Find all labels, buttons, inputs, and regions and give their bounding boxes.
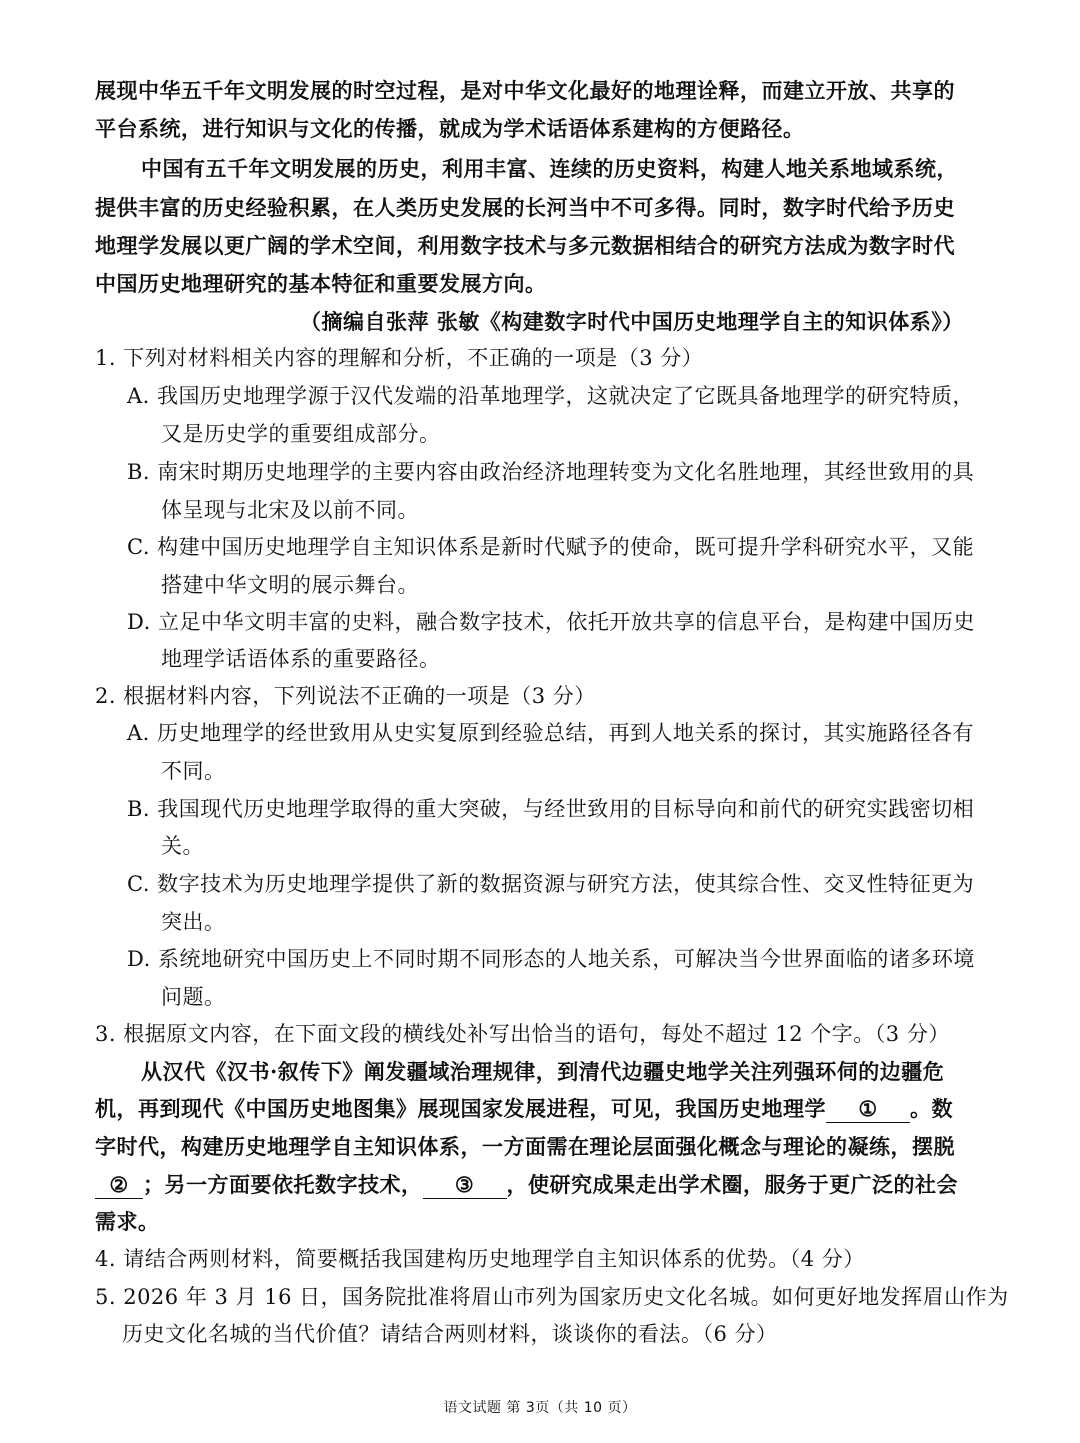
q3-text: ；另一方面要依托数字技术， xyxy=(143,1172,423,1197)
q3-passage-line: 字时代，构建历史地理学自主知识体系，一方面需在理论层面强化概念与理论的凝练，摆脱 xyxy=(95,1134,955,1159)
passage-line: 提供丰富的历史经验积累，在人类历史发展的长河当中不可多得。同时，数字时代给予历史 xyxy=(95,195,955,220)
blank-2: ② xyxy=(95,1172,143,1199)
passage-line: 平台系统，进行知识与文化的传播，就成为学术话语体系建构的方便路径。 xyxy=(95,116,805,141)
q3-passage-line: 需求。 xyxy=(95,1209,160,1234)
q3-passage-line xyxy=(95,1169,958,1201)
q1-option-a-cont: 又是历史学的重要组成部分。 xyxy=(161,422,441,446)
q1-option-d-cont: 地理学话语体系的重要路径。 xyxy=(161,647,441,671)
q3-text: 机，再到现代《中国历史地图集》展现国家发展进程，可见，我国历史地理学 xyxy=(95,1096,826,1121)
q2-option-a-cont: 不同。 xyxy=(161,759,226,783)
q1-option-d: D. 立足中华文明丰富的史料，融合数字技术，依托开放共享的信息平台，是构建中国历史 xyxy=(127,610,975,634)
q1-option-c: C. 构建中国历史地理学自主知识体系是新时代赋予的使命，既可提升学科研究水平，又能 xyxy=(127,535,975,559)
question-5-stem: 5. 2026 年 3 月 16 日，国务院批准将眉山市列为国家历史文化名城。如何更好地发挥眉山作为 xyxy=(95,1285,1009,1309)
blank-3: ③ xyxy=(423,1172,507,1199)
q3-passage-line: 从汉代《汉书·叙传下》阐发疆域治理规律，到清代边疆史地学关注列强环伺的边疆危 xyxy=(141,1059,945,1084)
q2-option-b-cont: 关。 xyxy=(161,834,204,858)
passage-line: 地理学发展以更广阔的学术空间，利用数字技术与多元数据相结合的研究方法成为数字时代 xyxy=(95,233,955,258)
q3-passage-line xyxy=(95,1093,953,1125)
passage-source: （摘编自张萍 张敏《构建数字时代中国历史地理学自主的知识体系》） xyxy=(300,309,964,334)
question-5-stem-cont: 历史文化名城的当代价值？请结合两则材料，谈谈你的看法。（6 分） xyxy=(122,1322,778,1346)
q1-option-b-cont: 体呈现与北宋及以前不同。 xyxy=(161,498,419,522)
question-2-stem: 2. 根据材料内容，下列说法不正确的一项是（3 分） xyxy=(95,684,596,708)
q1-option-a: A. 我国历史地理学源于汉代发端的沿革地理学，这就决定了它既具备地理学的研究特质， xyxy=(127,384,975,408)
q1-option-c-cont: 搭建中华文明的展示舞台。 xyxy=(161,573,419,597)
q2-option-d: D. 系统地研究中国历史上不同时期不同形态的人地关系，可解决当今世界面临的诸多环境 xyxy=(127,947,975,971)
q2-option-d-cont: 问题。 xyxy=(161,985,226,1009)
blank-1: ① xyxy=(826,1096,910,1123)
q1-option-b: B. 南宋时期历史地理学的主要内容由政治经济地理转变为文化名胜地理，其经世致用的具 xyxy=(127,460,975,484)
question-1-stem: 1. 下列对材料相关内容的理解和分析，不正确的一项是（3 分） xyxy=(95,346,704,370)
question-4-stem: 4. 请结合两则材料，简要概括我国建构历史地理学自主知识体系的优势。（4 分） xyxy=(95,1247,865,1271)
q3-text: ，使研究成果走出学术圈，服务于更广泛的社会 xyxy=(506,1172,958,1197)
page-footer: 语文试题 第 3页（共 10 页） xyxy=(443,1400,637,1416)
question-3-stem: 3. 根据原文内容，在下面文段的横线处补写出恰当的语句，每处不超过 12 个字。（3 分） xyxy=(95,1022,950,1046)
q2-option-c-cont: 突出。 xyxy=(161,910,226,934)
passage-line: 展现中华五千年文明发展的时空过程，是对中华文化最好的地理诠释，而建立开放、共享的 xyxy=(95,78,955,103)
passage-line: 中国有五千年文明发展的历史，利用丰富、连续的历史资料，构建人地关系地域系统， xyxy=(141,156,958,181)
q2-option-b: B. 我国现代历史地理学取得的重大突破，与经世致用的目标导向和前代的研究实践密切相 xyxy=(127,797,975,821)
q3-text: 。数 xyxy=(910,1096,953,1121)
q2-option-a: A. 历史地理学的经世致用从史实复原到经验总结，再到人地关系的探讨，其实施路径各有 xyxy=(127,721,975,745)
passage-line: 中国历史地理研究的基本特征和重要发展方向。 xyxy=(95,271,547,296)
q2-option-c: C. 数字技术为历史地理学提供了新的数据资源与研究方法，使其综合性、交叉性特征更为 xyxy=(127,872,975,896)
